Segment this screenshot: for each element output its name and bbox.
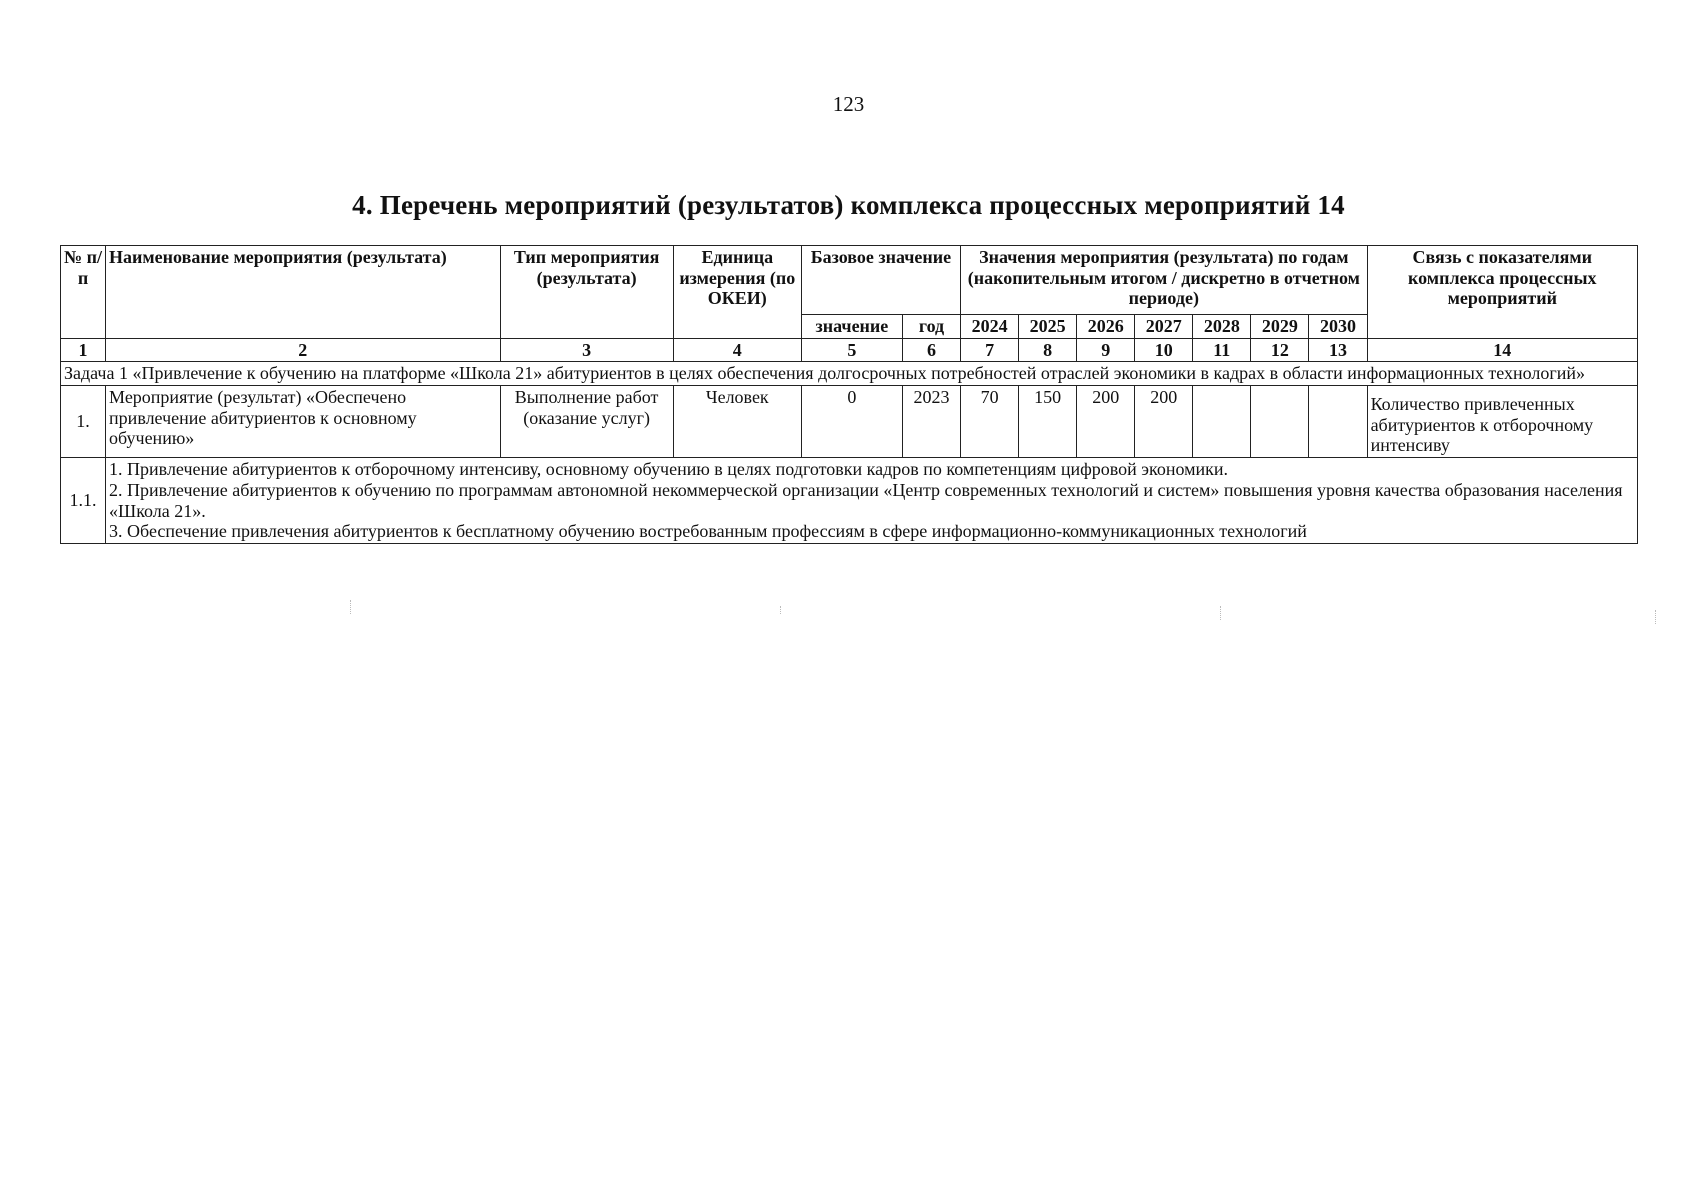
document-title: 4. Перечень мероприятий (результатов) комплекса процессных мероприятий 14 [352, 190, 1345, 220]
row-value-2024: 70 [961, 386, 1019, 458]
header-name: Наименование мероприятия (результата) [106, 246, 500, 339]
header-year: 2024 [961, 315, 1019, 339]
column-number: 2 [106, 338, 500, 362]
header-year: 2026 [1077, 315, 1135, 339]
task-text: Задача 1 «Привлечение к обучению на платформе «Школа 21» абитуриентов в целях обеспечения долгосрочных потребностей отраслей экономики в кадрах в области информационных технологий» [61, 362, 1638, 386]
column-numbers-row [61, 338, 1638, 362]
header-values-by-year: Значения мероприятия (результата) по годам (накопительным итогом / дискретно в отчетном периоде) [961, 246, 1368, 315]
sub-row-num: 1.1. [61, 458, 106, 544]
header-num: № п/п [61, 246, 106, 339]
column-number: 3 [500, 338, 673, 362]
row-name: Мероприятие (результат) «Обеспечено привлечение абитуриентов к основному обучению» [106, 386, 500, 458]
sub-row-item: 3. Обеспечение привлечения абитуриентов к бесплатному обучению востребованным профессиям в сфере информационно-коммуникационных технологий [109, 521, 1307, 542]
column-number: 11 [1193, 338, 1251, 362]
table-row [61, 386, 1638, 458]
row-unit: Человек [673, 386, 801, 458]
column-number: 13 [1309, 338, 1367, 362]
column-number: 7 [961, 338, 1019, 362]
sub-row-item: 1. Привлечение абитуриентов к отборочному интенсиву, основному обучению в целях подготовки кадров по компетенциям цифровой экономики. [109, 459, 1229, 480]
column-number: 5 [801, 338, 902, 362]
row-value-2029 [1251, 386, 1309, 458]
header-year: 2028 [1193, 315, 1251, 339]
header-year: 2030 [1309, 315, 1367, 339]
scan-speck [1220, 606, 1222, 620]
row-value-2025: 150 [1019, 386, 1077, 458]
header-type: Тип мероприятия (результата) [500, 246, 673, 339]
column-number: 9 [1077, 338, 1135, 362]
header-link: Связь с показателями комплекса процессных мероприятий [1367, 246, 1637, 339]
scan-speck [350, 600, 352, 614]
column-number: 4 [673, 338, 801, 362]
column-number: 8 [1019, 338, 1077, 362]
header-year: 2029 [1251, 315, 1309, 339]
header-row-1 [61, 246, 1638, 315]
header-year: 2027 [1135, 315, 1193, 339]
row-base-year: 2023 [902, 386, 960, 458]
column-number: 12 [1251, 338, 1309, 362]
header-unit: Единица измерения (по ОКЕИ) [673, 246, 801, 339]
column-number: 1 [61, 338, 106, 362]
header-base-year: год [902, 315, 960, 339]
column-number: 10 [1135, 338, 1193, 362]
column-number: 6 [902, 338, 960, 362]
row-value-2027: 200 [1135, 386, 1193, 458]
column-number: 14 [1367, 338, 1637, 362]
row-link: Количество привлеченных абитуриентов к отборочному интенсиву [1367, 386, 1637, 458]
sub-row-item: 2. Привлечение абитуриентов к обучению по программам автономной некоммерческой организации «Центр современных технологий и систем» повышения уровня качества образования населения «Школа 21». [109, 479, 1623, 521]
header-base: Базовое значение [801, 246, 960, 315]
row-value-2028 [1193, 386, 1251, 458]
header-year: 2025 [1019, 315, 1077, 339]
scan-speck [1655, 610, 1657, 624]
sub-row-description [106, 458, 1638, 544]
header-base-value: значение [801, 315, 902, 339]
row-base-value: 0 [801, 386, 902, 458]
row-type: Выполнение работ (оказание услуг) [500, 386, 673, 458]
row-value-2030 [1309, 386, 1367, 458]
sub-row [61, 458, 1638, 544]
scan-speck [780, 606, 782, 614]
task-row [61, 362, 1638, 386]
row-value-2026: 200 [1077, 386, 1135, 458]
measures-table [60, 245, 1638, 544]
row-num: 1. [61, 386, 106, 458]
page-number: 123 [832, 92, 865, 116]
